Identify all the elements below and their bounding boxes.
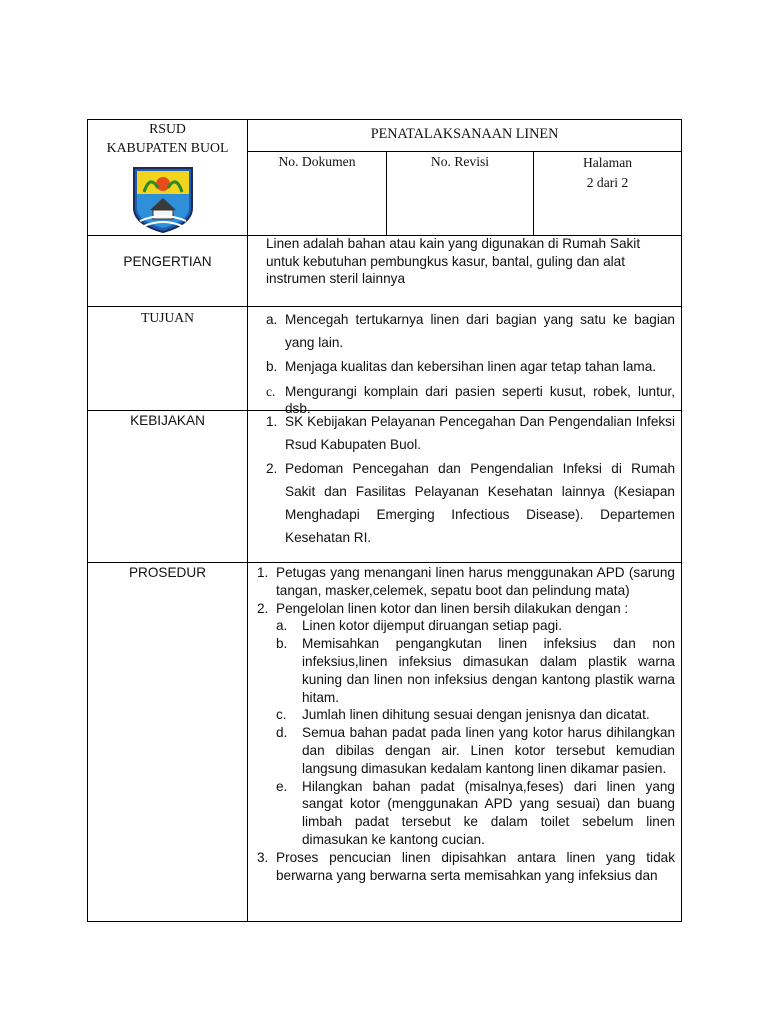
sublist-marker: d.: [276, 725, 288, 741]
sublist-marker: b.: [276, 636, 288, 652]
buol-coat-of-arms-icon: [130, 164, 196, 234]
label-pengertian: PENGERTIAN: [123, 254, 212, 269]
list-marker: 1.: [257, 565, 269, 580]
sublist-marker: c.: [276, 707, 287, 723]
list-item: [257, 564, 675, 600]
list-marker: 2.: [266, 461, 278, 476]
page-label: [534, 153, 681, 193]
list-item-text: Mencegah tertukarnya linen dari bagian yang satu ke bagian yang lain.: [285, 312, 675, 350]
list-item-text: Proses pencucian linen dipisahkan antara linen yang tidak berwarna yang berwarna serta memisahkan yang infeksius dan: [276, 849, 675, 883]
sublist-item: [276, 778, 675, 849]
pengertian-text: Linen adalah bahan atau kain yang digunakan di Rumah Sakit untuk kebutuhan pembungkus kasur, bantal, guling dan alat instrumen steril lainnya: [266, 236, 641, 286]
list-item-text: SK Kebijakan Pelayanan Pencegahan Dan Pengendalian Infeksi Rsud Kabupaten Buol.: [285, 414, 675, 452]
sublist-item: [276, 635, 675, 706]
list-item-text: Mengurangi komplain dari pasien seperti kusut, robek, luntur, dsb.: [285, 384, 675, 416]
list-item: [266, 308, 675, 354]
label-kebijakan: KEBIJAKAN: [130, 413, 205, 428]
kebijakan-list: [266, 410, 675, 549]
table-border-left: [87, 119, 88, 922]
sublist-item-text: Semua bahan padat pada linen yang kotor harus dihilangkan dan dibilas dengan air. Linen kotor tersebut kemudian langsung dimasukan kedalam kantong linen dikamar pasien.: [302, 725, 675, 776]
sublist-item-text: Linen kotor dijemput diruangan setiap pagi.: [302, 618, 562, 634]
list-item: [257, 849, 675, 885]
page-label-text: Halaman: [582, 155, 633, 170]
table-border-bottom: [87, 921, 682, 922]
label-tujuan: TUJUAN: [141, 310, 194, 325]
list-item: [257, 600, 675, 849]
hospital-name-line2: KABUPATEN BUOL: [106, 140, 229, 155]
header-subdivider: [247, 151, 682, 152]
list-marker: 3.: [257, 849, 269, 865]
doc-number-label: No. Dokumen: [278, 154, 356, 169]
sublist-item: [276, 617, 675, 635]
list-marker: c.: [266, 384, 276, 399]
document-title: PENATALAKSANAAN LINEN: [370, 126, 559, 142]
sublist-marker: a.: [276, 618, 288, 634]
list-item-text: Pengelolan linen kotor dan linen bersih dilakukan dengan :: [276, 600, 629, 616]
prosedur-sublist: [276, 617, 675, 848]
list-marker: a.: [266, 312, 278, 327]
label-column-divider: [247, 119, 248, 922]
logo: [130, 164, 196, 234]
list-marker: b.: [266, 359, 278, 374]
table-border-right: [681, 119, 682, 922]
list-marker: 1.: [266, 414, 278, 429]
list-item-text: Petugas yang menangani linen harus menggunakan APD (sarung tangan, masker,celemek, sepatu boot dan pelindung mata): [276, 565, 675, 598]
prosedur-list: [257, 564, 675, 884]
label-prosedur: PROSEDUR: [128, 565, 207, 580]
sublist-marker: e.: [276, 778, 288, 794]
list-item: [266, 355, 675, 378]
sublist-item: [276, 724, 675, 777]
list-item: [266, 457, 675, 549]
list-item-text: Menjaga kualitas dan kebersihan linen agar tetap tahan lama.: [285, 359, 657, 374]
row-divider-kebijakan: [87, 562, 682, 563]
list-item-text: Pedoman Pencegahan dan Pengendalian Infeksi di Rumah Sakit dan Fasilitas Pelayanan Kesehatan lainnya (Kesiapan Menghadapi Emerging Infectious Disease). Departemen Kesehatan RI.: [285, 461, 675, 545]
list-marker: 2.: [257, 600, 269, 616]
row-divider-pengertian: [87, 306, 682, 307]
sublist-item-text: Jumlah linen dihitung sesuai dengan jenisnya dan dicatat.: [302, 707, 650, 723]
sublist-item-text: Memisahkan pengangkutan linen infeksius dan non infeksius,linen infeksius dimasukan dalam plastik warna kuning dan linen non infeksius dengan kantong plastik warna hitam.: [302, 636, 675, 705]
sublist-item-text: Hilangkan bahan padat (misalnya,feses) dari linen yang sangat kotor (menggunakan APD yang sesuai) dan buang limbah padat tersebut ke dalam toilet sebelum linen dimasukan ke kantong cucian.: [302, 778, 675, 847]
tujuan-list: [266, 308, 675, 417]
list-item: [266, 410, 675, 456]
hospital-name-line1: RSUD: [149, 121, 186, 136]
sublist-item: [276, 706, 675, 724]
hospital-name: [88, 119, 247, 157]
revision-number-label: No. Revisi: [430, 154, 490, 169]
page-value: 2 dari 2: [586, 175, 629, 190]
